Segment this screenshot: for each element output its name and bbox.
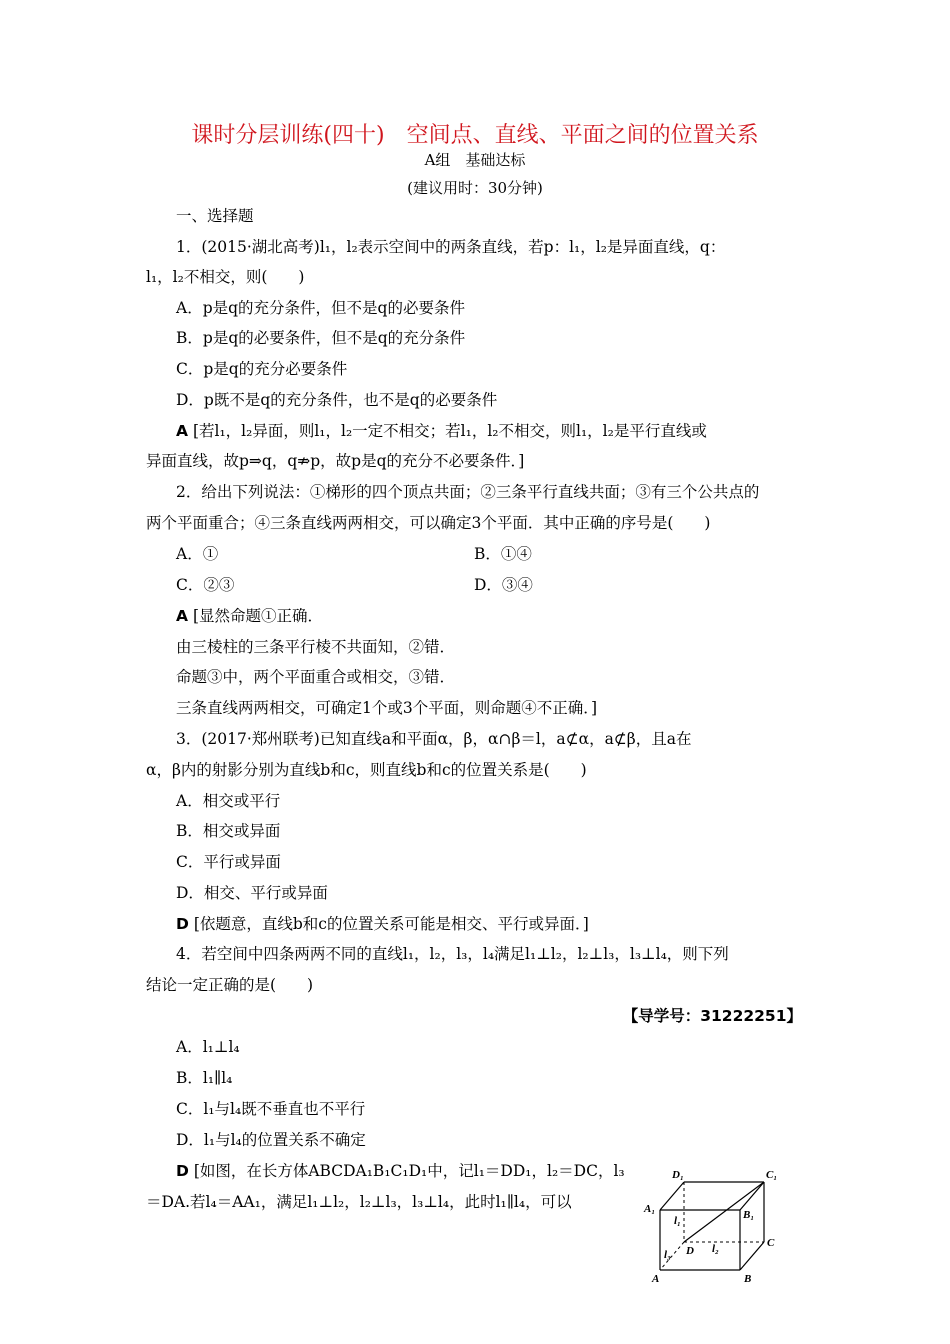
label-d: D [686,1245,694,1257]
q3-option-a: A．相交或平行 [176,792,281,810]
q4-option-c: C．l₁与l₄既不垂直也不平行 [176,1100,366,1118]
q3-option-c: C．平行或异面 [176,853,281,871]
q4-option-a: A．l₁⊥l₄ [176,1038,240,1056]
label-l1: l₁ [674,1215,681,1227]
q1-explanation-line1 [176,421,707,441]
edge-c-b [740,1242,764,1270]
q3-explanation-text: [依题意，直线b和c的位置关系可能是相交、平行或异面．] [193,915,589,933]
cuboid-figure [640,1162,790,1287]
q2-explanation-line3: 命题③中，两个平面重合或相交，③错． [176,668,456,686]
q3-answer: D [176,915,189,933]
q2-option-a: A．① [176,545,219,563]
q2-explanation-line1 [176,606,323,626]
q1-option-a: A．p是q的充分条件，但不是q的必要条件 [176,299,465,317]
edge-a1-d1 [660,1182,684,1210]
label-c1: C₁ [766,1169,778,1181]
q3-stem-line2: α，β内的射影分别为直线b和c，则直线b和c的位置关系是( ) [146,761,587,779]
q4-option-d: D．l₁与l₄的位置关系不确定 [176,1131,366,1149]
q4-answer: D [176,1162,189,1180]
q1-explanation-line2: 异面直线，故p⇒q，q⇏p，故p是q的充分不必要条件．] [146,452,525,470]
q4-explanation-line2: ＝DA.若l₄＝AA₁，满足l₁⊥l₂，l₂⊥l₃，l₃⊥l₄，此时l₁∥l₄，可以 [146,1193,572,1211]
q4-stem-line2: 结论一定正确的是( ) [146,976,314,994]
label-l2: l₂ [712,1243,719,1255]
label-c: C [767,1237,775,1249]
q1-option-d: D．p既不是q的充分条件，也不是q的必要条件 [176,391,498,409]
q2-option-d: D．③④ [474,576,533,594]
label-d1: D₁ [672,1169,684,1181]
q2-explanation-line2: 由三棱柱的三条平行棱不共面知，②错． [176,638,456,656]
page-title: 课时分层训练(四十) 空间点、直线、平面之间的位置关系 [191,123,759,148]
q1-stem-line1: 1．(2015·湖北高考)l₁，l₂表示空间中的两条直线，若p：l₁，l₂是异面直线，q： [176,238,726,256]
q1-explanation-text: [若l₁，l₂异面，则l₁，l₂一定不相交；若l₁，l₂不相交，则l₁，l₂是平行直线或 [192,422,707,440]
q3-option-d: D．相交、平行或异面 [176,884,328,902]
q2-option-b: B．①④ [474,545,532,563]
q1-stem-line2: l₁，l₂不相交，则( ) [146,268,305,286]
q4-option-b: B．l₁∥l₄ [176,1069,233,1087]
edge-c1-b1 [740,1182,764,1210]
section-heading: 一、选择题 [176,207,254,225]
guide-number: 【导学号：31222251】 [622,1007,802,1025]
label-a: A [652,1273,660,1285]
q2-answer: A [176,607,188,625]
q1-option-c: C．p是q的充分必要条件 [176,360,348,378]
q2-stem-line1: 2．给出下列说法：①梯形的四个顶点共面；②三条平行直线共面；③有三个公共点的 [176,483,760,501]
q1-answer: A [176,422,188,440]
group-heading: A组 基础达标 [424,151,526,169]
q2-explanation-line4: 三条直线两两相交，可确定1个或3个平面，则命题④不正确．] [176,699,598,717]
q3-option-b: B．相交或异面 [176,822,281,840]
q2-option-c: C．②③ [176,576,235,594]
q3-explanation [176,914,589,934]
q3-stem-line1: 3．(2017·郑州联考)已知直线a和平面α，β，α∩β＝l，a⊄α，a⊄β，且a在 [176,730,692,748]
time-note: (建议用时：30分钟) [407,179,543,197]
q2-explanation-text: [显然命题①正确． [192,607,323,625]
q4-stem-line1: 4．若空间中四条两两不同的直线l₁，l₂，l₃，l₄满足l₁⊥l₂，l₂⊥l₃，l₃⊥l₄，则下列 [176,945,729,963]
q4-explanation-line1 [176,1161,625,1181]
label-b: B [744,1273,752,1285]
q4-explanation-text: [如图，在长方体ABCDA₁B₁C₁D₁中，记l₁＝DD₁，l₂＝DC，l₃ [193,1162,625,1180]
label-l3: l₃ [664,1249,671,1261]
q1-option-b: B．p是q的必要条件，但不是q的充分条件 [176,329,466,347]
label-a1: A₁ [644,1203,656,1215]
q2-stem-line2: 两个平面重合；④三条直线两两相交，可以确定3个平面．其中正确的序号是( ) [146,514,711,532]
label-b1: B₁ [743,1209,755,1221]
